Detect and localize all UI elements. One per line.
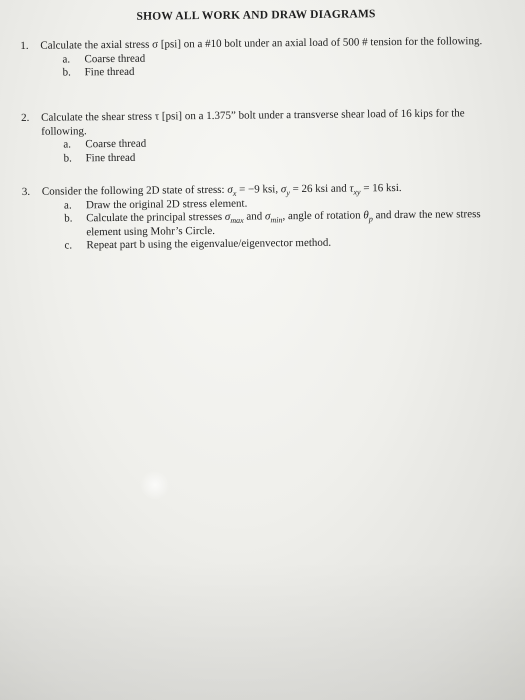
sigma-y-symbol: σ [280,183,287,196]
theta-p-symbol: θ [363,209,369,222]
item-letter: a. [63,138,72,151]
problem-number: 2. [21,111,30,124]
problem-number: 3. [21,185,31,198]
worksheet-content [16,7,496,252]
item-letter: c. [64,239,73,252]
problem-text-prefix: Consider the following 2D state of stress: [41,183,228,198]
sigma-max-subscript: max [230,215,244,225]
item-text-part: , angle of rotation [282,209,364,223]
sigma-y-value: = 26 ksi and [289,182,350,196]
item-letter: b. [63,151,72,165]
sigma-x-symbol: σ [227,183,233,196]
item-text: Coarse thread [85,137,147,151]
theta-p-subscript: p [368,214,373,224]
tau-xy-subscript: xy [353,187,361,197]
problem-1 [16,35,494,81]
item-text: Coarse thread [84,52,146,65]
sigma-x-value: = −9 ksi, [236,183,281,196]
problem-2 [17,107,496,166]
item-text-part: and [243,210,266,223]
sigma-max-symbol: σ [224,210,231,223]
tau-xy-symbol: τ [349,182,354,195]
item-letter: b. [64,212,73,225]
item-text: Repeat part b using the eigenvalue/eigenvector method. [86,236,332,252]
light-glare [140,470,170,500]
item-letter: a. [63,198,72,212]
item-text-part: and draw the new stress element using Mohr’s Circle. [86,208,481,238]
item-letter: b. [62,66,71,79]
problem-2-subitems [63,134,495,166]
item-text-part: Calculate the principal stresses [86,210,225,225]
page-shadow [0,560,525,700]
problem-1-subitems [62,48,494,80]
problem-3-subitems [64,194,497,253]
problem-text: Calculate the axial stress σ [psi] on a #10 bolt under an axial load of 500 # tension for the following. [40,35,483,52]
item-text: Fine thread [85,151,136,164]
page-heading: SHOW ALL WORK AND DRAW DIAGRAMS [136,8,376,23]
item-text [86,208,481,238]
item-text: Draw the original 2D stress element. [85,197,248,211]
problem-3 [18,181,497,254]
sigma-y-subscript: y [286,188,290,198]
sigma-x-subscript: x [232,188,237,198]
item-text: Fine thread [84,65,135,79]
problem-number: 1. [20,39,29,52]
sigma-min-subscript: min [270,215,283,225]
item-letter: a. [62,52,71,66]
tau-xy-value: = 16 ksi. [360,181,402,195]
problem-text: Calculate the shear stress τ [psi] on a 1.375” bolt under a transverse shear load of 16 kips for the following. [41,107,465,138]
sigma-min-symbol: σ [264,210,271,223]
